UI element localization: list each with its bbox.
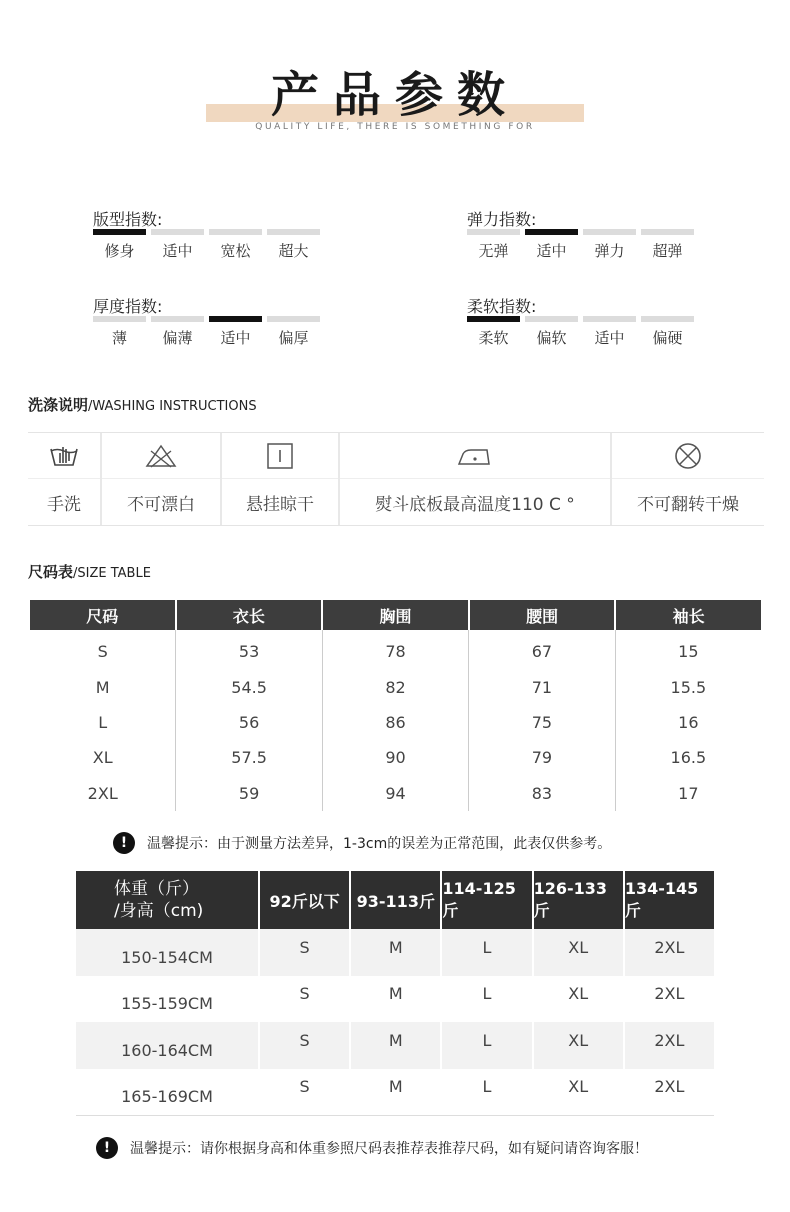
- index-option: [641, 316, 694, 348]
- fit-index: [93, 207, 333, 261]
- iron-icon: [340, 433, 610, 479]
- index-bar: [525, 229, 578, 235]
- weight-header: 126-133斤: [534, 871, 625, 929]
- index-option: [267, 316, 320, 348]
- index-option: [93, 229, 146, 261]
- size-cell: XL: [534, 1069, 625, 1116]
- weight-header: 134-145斤: [625, 871, 714, 929]
- index-option-label: 柔软: [478, 329, 509, 347]
- index-bar: [209, 229, 262, 235]
- index-bar: [467, 316, 520, 322]
- table-cell: 54.5: [231, 677, 267, 697]
- size-cell: M: [351, 976, 442, 1023]
- index-bar: [151, 316, 204, 322]
- index-option-label: 超弹: [652, 242, 683, 260]
- table-cell: 71: [531, 677, 553, 697]
- size-cell: 2XL: [625, 929, 714, 976]
- table-cell: S: [97, 642, 108, 662]
- table-cell: 53: [238, 642, 260, 662]
- table-cell: 59: [238, 783, 260, 803]
- size-cell: M: [351, 1022, 442, 1069]
- wash-label: 熨斗底板最高温度110 C °: [375, 494, 575, 515]
- size-table-header: [30, 600, 761, 630]
- table-cell: 75: [531, 712, 553, 732]
- column-header: 腰围: [470, 600, 617, 630]
- page-subtitle: QUALITY LIFE, THERE IS SOMETHING FOR: [255, 122, 535, 132]
- table-row: [76, 976, 714, 1023]
- index-bar: [583, 316, 636, 322]
- elasticity-index: [467, 207, 707, 261]
- table-cell: 79: [531, 748, 553, 768]
- column-header: 尺码: [30, 600, 177, 630]
- hang-dry-icon: [222, 433, 338, 479]
- table-cell: 86: [385, 712, 406, 732]
- table-cell: 16.5: [670, 748, 707, 768]
- index-option-label: 偏软: [536, 329, 567, 347]
- index-option-label: 薄: [111, 329, 127, 347]
- index-option-label: 偏薄: [162, 329, 193, 347]
- wash-item: [340, 433, 612, 525]
- index-option-label: 偏厚: [278, 329, 309, 347]
- index-label: 柔软指数:: [467, 297, 537, 316]
- index-option-label: 偏硬: [652, 329, 683, 347]
- corner-header: [76, 871, 260, 929]
- index-option: [267, 229, 320, 261]
- index-option: [151, 316, 204, 348]
- index-option-label: 适中: [594, 329, 625, 347]
- size-cell: XL: [534, 976, 625, 1023]
- index-bar: [151, 229, 204, 235]
- size-cell: XL: [534, 929, 625, 976]
- index-option: [93, 316, 146, 348]
- size-table-column: [616, 630, 761, 811]
- table-cell: L: [98, 712, 108, 732]
- wash-label: 不可翻转干燥: [637, 494, 739, 515]
- index-option: [583, 229, 636, 261]
- page-title: 产品参数: [270, 67, 519, 123]
- height-cell: 160-164CM: [76, 1022, 260, 1069]
- size-table-column: [469, 630, 615, 811]
- index-bar: [93, 316, 146, 322]
- recommendation-body: [76, 929, 714, 1115]
- index-bar: [583, 229, 636, 235]
- index-option: [209, 316, 262, 348]
- wash-item: [28, 433, 102, 525]
- recommendation-header: [76, 871, 714, 929]
- size-table-column: [176, 630, 322, 811]
- table-cell: 17: [678, 783, 699, 803]
- hand-wash-icon: [28, 433, 100, 479]
- index-bar: [641, 316, 694, 322]
- tip-measurement: [113, 832, 611, 854]
- index-option-label: 适中: [162, 242, 193, 260]
- column-header: 衣长: [177, 600, 324, 630]
- size-cell: L: [442, 1069, 533, 1116]
- column-header: 袖长: [672, 606, 705, 626]
- warning-icon: !: [113, 832, 135, 854]
- size-cell: S: [260, 976, 351, 1023]
- index-option: [467, 316, 520, 348]
- size-cell: M: [351, 1069, 442, 1116]
- no-bleach-icon: [102, 433, 220, 479]
- index-option: [525, 229, 578, 261]
- index-bar: [267, 229, 320, 235]
- index-option: [151, 229, 204, 261]
- table-row: [76, 929, 714, 976]
- table-cell: 83: [531, 783, 553, 803]
- washing-section-title: 洗涤说明/WASHING INSTRUCTIONS: [28, 396, 257, 414]
- size-cell: 2XL: [625, 1022, 714, 1069]
- size-cell: L: [442, 929, 533, 976]
- size-cell: 2XL: [654, 984, 685, 1004]
- corner-height-label: /身高（cm): [114, 901, 204, 921]
- tip-recommendation: [96, 1137, 648, 1159]
- wash-label: 手洗: [47, 494, 81, 515]
- weight-header: 92斤以下: [260, 871, 351, 929]
- size-cell: L: [442, 976, 533, 1023]
- size-recommendation-table: [76, 871, 714, 1116]
- table-row: [76, 1022, 714, 1069]
- table-cell: 67: [531, 642, 553, 662]
- table-cell: 15.5: [670, 677, 707, 697]
- index-bar: [267, 316, 320, 322]
- index-option-label: 超大: [278, 242, 309, 260]
- index-option-label: 无弹: [478, 242, 509, 260]
- size-cell: M: [351, 929, 442, 976]
- table-cell: 56: [238, 712, 260, 732]
- wash-label: 悬挂晾干: [246, 494, 314, 515]
- table-cell: 16: [678, 712, 699, 732]
- height-cell: 155-159CM: [76, 976, 260, 1023]
- index-option-label: 适中: [536, 242, 567, 260]
- index-scale: [467, 316, 707, 348]
- index-option-label: 弹力: [594, 242, 625, 260]
- size-cell: S: [260, 929, 351, 976]
- index-bar: [641, 229, 694, 235]
- size-cell: XL: [534, 1022, 625, 1069]
- softness-index: [467, 294, 707, 348]
- index-label: 厚度指数:: [93, 297, 163, 316]
- table-row: [76, 1069, 714, 1116]
- wash-label: 不可漂白: [127, 494, 195, 515]
- table-cell: 2XL: [87, 783, 118, 803]
- wash-item: [612, 433, 764, 525]
- table-cell: 90: [385, 748, 406, 768]
- index-option: [525, 316, 578, 348]
- corner-weight-label: 体重（斤）: [114, 879, 199, 899]
- index-option: [467, 229, 520, 261]
- size-cell: L: [442, 1022, 533, 1069]
- size-table: [30, 600, 761, 811]
- no-tumble-dry-icon: [612, 433, 764, 479]
- index-scale: [467, 229, 707, 261]
- index-bar: [525, 316, 578, 322]
- index-scale: [93, 316, 333, 348]
- washing-instructions: [28, 432, 764, 526]
- index-option-label: 宽松: [220, 242, 251, 260]
- size-table-column: [30, 630, 176, 811]
- index-option: [209, 229, 262, 261]
- table-cell: M: [95, 677, 110, 697]
- weight-header: 114-125斤: [442, 871, 533, 929]
- tip-text: 温馨提示：由于测量方法差异，1-3cm的误差为正常范围，此表仅供参考。: [147, 836, 612, 852]
- thickness-index: [93, 294, 333, 348]
- table-cell: XL: [92, 748, 113, 768]
- column-header: 胸围: [323, 600, 470, 630]
- size-table-body: [30, 630, 761, 811]
- size-cell: S: [260, 1069, 351, 1116]
- index-label: 版型指数:: [93, 210, 163, 229]
- wash-item: [222, 433, 340, 525]
- table-cell: 78: [385, 642, 406, 662]
- index-label: 弹力指数:: [467, 210, 537, 229]
- height-cell: 150-154CM: [76, 929, 260, 976]
- wash-item: [102, 433, 222, 525]
- table-bottom-line: [76, 1115, 714, 1116]
- size-cell: 2XL: [654, 1077, 685, 1097]
- table-cell: 57.5: [231, 748, 267, 768]
- index-bar: [209, 316, 262, 322]
- table-cell: 94: [385, 783, 406, 803]
- size-cell: S: [260, 1022, 351, 1069]
- size-table-title: 尺码表/SIZE TABLE: [28, 563, 151, 581]
- warning-icon: !: [96, 1137, 118, 1159]
- index-bar: [467, 229, 520, 235]
- index-option: [583, 316, 636, 348]
- table-cell: 82: [385, 677, 406, 697]
- tip-text: 温馨提示：请你根据身高和体重参照尺码表推荐表推荐尺码，如有疑问请咨询客服！: [130, 1141, 648, 1157]
- index-scale: [93, 229, 333, 261]
- index-option: [641, 229, 694, 261]
- table-cell: 15: [678, 642, 699, 662]
- index-bar: [93, 229, 146, 235]
- size-table-column: [323, 630, 469, 811]
- weight-header: 93-113斤: [351, 871, 442, 929]
- height-cell: 165-169CM: [76, 1069, 260, 1116]
- index-option-label: 适中: [220, 329, 251, 347]
- index-option-label: 修身: [104, 242, 135, 260]
